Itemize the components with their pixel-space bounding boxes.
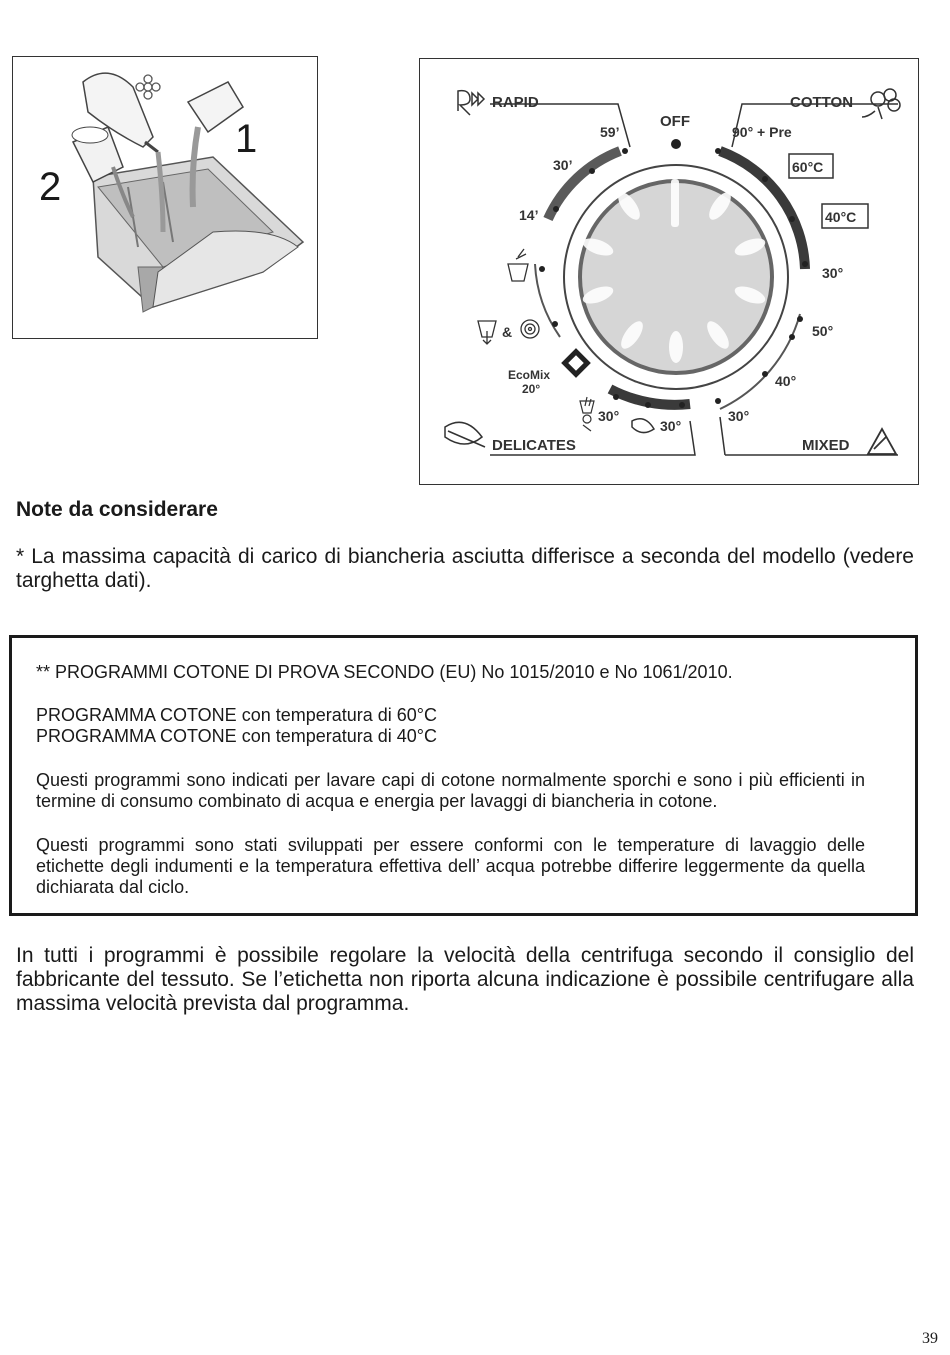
mixed-40: 40° bbox=[775, 373, 797, 389]
mixed-triangle-icon bbox=[868, 429, 896, 454]
shower-rinse-icon bbox=[508, 249, 528, 281]
cotton-test-programs-box bbox=[9, 635, 918, 916]
mixed-30: 30° bbox=[728, 408, 750, 424]
flower-softener-icon bbox=[136, 75, 160, 99]
program-dial-illustration bbox=[419, 58, 919, 485]
notebox-paragraph-2: Questi programmi sono stati sviluppati per essere conformi con le temperature di lavaggio delle etichette degli indumenti e la temperatura effettiva dell’ acqua potrebbe differire leggermente da quella dichiarata dal ciclo. bbox=[36, 835, 865, 897]
spin-speed-paragraph: In tutti i programmi è possibile regolare la velocità della centrifuga secondo il consiglio del fabbricante del tessuto. Se l’etichetta non riporta alcuna indicazione è possibile centrifugare alla massima velocità prevista dal programma. bbox=[16, 944, 914, 1015]
notebox-40-line: PROGRAMMA COTONE con temperatura di 40°C bbox=[36, 726, 437, 746]
notebox-60-line: PROGRAMMA COTONE con temperatura di 60°C bbox=[36, 705, 437, 725]
page-number: 39 bbox=[922, 1330, 938, 1347]
ecomix-label: EcoMix bbox=[508, 368, 551, 382]
cotton-label: COTTON bbox=[790, 94, 854, 111]
mixed-label: MIXED bbox=[802, 437, 850, 454]
cotton-30: 30° bbox=[822, 265, 844, 281]
notebox-title: ** PROGRAMMI COTONE DI PROVA SECONDO (EU) No 1015/2010 e No 1061/2010. bbox=[36, 662, 733, 682]
notes-heading: Note da considerare bbox=[16, 498, 218, 521]
delicates-30-b: 30° bbox=[660, 418, 682, 434]
step-2-label: 2 bbox=[39, 165, 62, 209]
rapid-30: 30’ bbox=[553, 157, 573, 173]
cotton-60c: 60°C bbox=[792, 159, 824, 175]
delicates-30-a: 30° bbox=[598, 408, 620, 424]
detergent-drawer-illustration bbox=[12, 56, 318, 339]
step-1-label: 1 bbox=[235, 117, 258, 161]
off-label: OFF bbox=[660, 113, 690, 130]
rapid-icon bbox=[458, 91, 484, 115]
delicates-label: DELICATES bbox=[492, 437, 576, 454]
ampersand: & bbox=[502, 324, 513, 340]
handwash-icon bbox=[580, 397, 594, 431]
mixed-50: 50° bbox=[812, 323, 834, 339]
ecomix-temp: 20° bbox=[522, 382, 541, 396]
cotton-40c: 40°C bbox=[825, 209, 857, 225]
notebox-paragraph-1: Questi programmi sono indicati per lavare capi di cotone normalmente sporchi e sono i più efficienti in termine di consumo combinato di acqua e energia per lavaggi di biancheria in cotone. bbox=[36, 770, 865, 811]
capacity-note: * La massima capacità di carico di biancheria asciutta differisce a seconda del modello (vedere targhetta dati). bbox=[16, 545, 914, 592]
rapid-14: 14’ bbox=[519, 207, 539, 223]
rapid-59: 59’ bbox=[600, 124, 620, 140]
cotton-90-pre: 90° + Pre bbox=[732, 124, 792, 140]
rapid-label: RAPID bbox=[492, 94, 539, 111]
